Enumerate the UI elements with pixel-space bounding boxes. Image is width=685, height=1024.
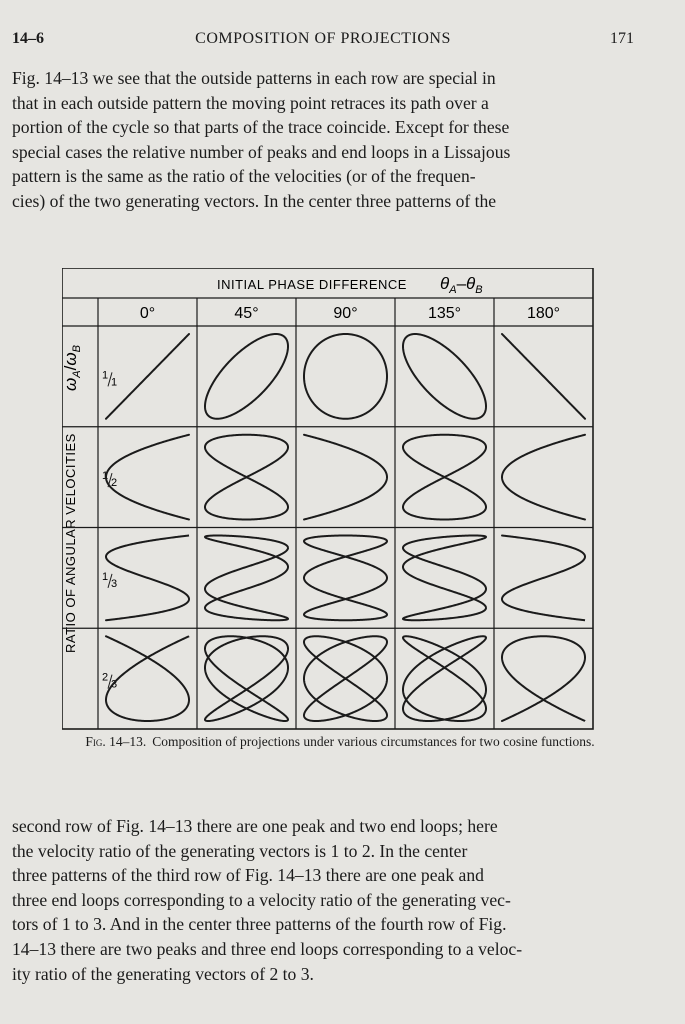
page-header (12, 30, 634, 54)
lissajous-curve (304, 435, 387, 520)
row-label-numerator: 1 (102, 570, 109, 583)
lissajous-curve (205, 334, 288, 419)
lissajous-curve (502, 435, 585, 520)
lissajous-curve (106, 334, 189, 419)
text-line: portion of the cycle so that parts of the trace coincide. Except for these (12, 117, 510, 138)
text-line: the velocity ratio of the generating vectors is 1 to 2. In the center (12, 840, 468, 861)
top-axis-label: INITIAL PHASE DIFFERENCE (217, 277, 407, 292)
column-label: 135° (427, 305, 462, 322)
lissajous-curve (205, 435, 288, 520)
text-line: three end loops corresponding to a velocity ratio of the generating vec- (12, 889, 511, 910)
lissajous-curve (205, 636, 288, 721)
section-number: 14–6 (12, 30, 44, 47)
lissajous-curve (304, 536, 387, 621)
text-line: tors of 1 to 3. And in the center three patterns of the fourth row of Fig. (12, 914, 507, 935)
text-line: that in each outside pattern the moving point retraces its path over a (12, 92, 489, 113)
lissajous-curve (205, 536, 288, 621)
text-line: cies) of the two generating vectors. In the center three patterns of the (12, 190, 497, 211)
text-line: three patterns of the third row of Fig. 14–13 there are one peak and (12, 865, 484, 886)
paragraph-1 (12, 66, 634, 214)
lissajous-curve (304, 636, 387, 721)
lissajous-curve (502, 636, 585, 721)
row-label-numerator: 1 (102, 470, 109, 483)
lissajous-curve (403, 435, 486, 520)
row-label-numerator: 1 (102, 369, 109, 382)
lissajous-curve (304, 334, 387, 419)
row-label (102, 571, 117, 590)
paragraph-2 (12, 814, 634, 986)
figure-caption (60, 733, 620, 751)
row-label-denominator: 3 (111, 678, 118, 691)
lissajous-figure (62, 268, 602, 737)
side-axis-label-group (62, 345, 83, 653)
running-title: COMPOSITION OF PROJECTIONS (195, 30, 451, 47)
lissajous-curve (403, 334, 486, 419)
lissajous-curve (106, 435, 189, 520)
lissajous-curve (106, 636, 189, 721)
row-label (102, 369, 117, 388)
text-line: ity ratio of the generating vectors of 2 to 3. (12, 963, 314, 984)
lissajous-grid (62, 268, 602, 732)
lissajous-curve (502, 536, 585, 621)
row-label-denominator: 2 (111, 477, 118, 490)
lissajous-curve (106, 536, 189, 621)
text-line: pattern is the same as the ratio of the velocities (or of the frequen- (12, 166, 476, 187)
theta-a-symbol: $\theta_A-\theta_B$ (440, 274, 483, 296)
row-label-numerator: 2 (102, 671, 109, 684)
row-label-denominator: 3 (111, 577, 118, 590)
page-number: 171 (610, 30, 634, 47)
column-label: 180° (526, 305, 561, 322)
text-line: 14–13 there are two peaks and three end loops corresponding to a veloc- (12, 938, 523, 959)
omega-ratio-symbol: $\omega_A/\omega_B$ (62, 345, 83, 391)
caption-label: Fig. 14–13. (85, 734, 147, 749)
row-label-denominator: 1 (111, 376, 118, 389)
column-label: 45° (234, 305, 259, 322)
column-label: 0° (139, 305, 156, 322)
text-line: second row of Fig. 14–13 there are one peak and two end loops; here (12, 816, 498, 836)
column-label: 90° (333, 305, 358, 322)
text-line: special cases the relative number of peaks and end loops in a Lissajous (12, 141, 511, 162)
text-line: Fig. 14–13 we see that the outside patterns in each row are special in (12, 68, 496, 88)
caption-text: Composition of projections under various circumstances for two cosine functions. (152, 734, 595, 749)
side-axis-label: RATIO OF ANGULAR VELOCITIES (63, 433, 78, 653)
lissajous-curve (502, 334, 585, 419)
lissajous-curve (403, 636, 486, 721)
lissajous-curve (403, 536, 486, 621)
